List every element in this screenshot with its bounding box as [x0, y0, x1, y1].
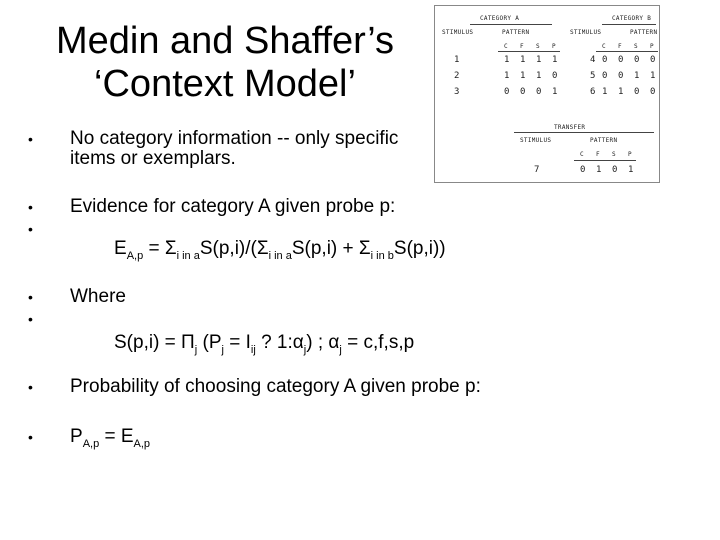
f2-tail: = c,f,s,p — [341, 332, 415, 353]
title-line-2: ‘Context Model’ — [94, 63, 356, 105]
bullet-1-line-2: items or exemplars. — [70, 148, 236, 169]
bullet-2-text: Evidence for category A given probe p: — [70, 196, 396, 217]
f1-sum1-sub: i in a — [176, 250, 200, 262]
f2-end: ) ; α — [306, 332, 340, 353]
b6-f: 1 — [618, 87, 624, 97]
transfer-header: TRANSFER — [554, 124, 586, 131]
evidence-formula — [114, 238, 446, 260]
b6-c: 1 — [602, 87, 608, 97]
bullet-dot: • — [28, 429, 33, 445]
bullet-dot: • — [28, 199, 33, 215]
a3-f: 0 — [520, 87, 526, 97]
b4-f: 0 — [618, 55, 624, 65]
features-b-rule — [596, 51, 658, 52]
f2-p-sub: j — [221, 344, 224, 356]
stimulus-a-header: STIMULUS — [442, 29, 474, 36]
bullet-4-text: Where — [70, 286, 126, 307]
t7-p: 1 — [628, 165, 634, 175]
feature-f-a: F — [520, 43, 524, 50]
a1-p: 1 — [552, 55, 558, 65]
f3-P-sub: A,p — [82, 438, 100, 450]
a1-s: 1 — [536, 55, 542, 65]
stimulus-t-header: STIMULUS — [520, 137, 552, 144]
bullet-dot: • — [28, 221, 33, 237]
b5-p: 1 — [650, 71, 656, 81]
pattern-t-header: PATTERN — [590, 137, 618, 144]
category-b-header: CATEGORY B — [612, 15, 652, 22]
f2-prod-sub: j — [194, 344, 198, 356]
stimulus-b-header: STIMULUS — [570, 29, 602, 36]
bullet-dot: • — [28, 311, 33, 327]
f2-a-sub: j — [303, 344, 307, 356]
feature-c-b: C — [602, 43, 606, 50]
b5-s: 1 — [634, 71, 640, 81]
bullet-7-formula — [70, 426, 150, 448]
pattern-b-header: PATTERN — [630, 29, 658, 36]
feature-c-a: C — [504, 43, 508, 50]
feature-f-b: F — [618, 43, 622, 50]
b6-p: 0 — [650, 87, 656, 97]
b6-s: 0 — [634, 87, 640, 97]
stim-a-2: 2 — [454, 71, 460, 81]
f2-a2-sub: j — [339, 344, 342, 356]
a3-c: 0 — [504, 87, 510, 97]
stim-b-4: 4 — [590, 55, 596, 65]
stim-a-3: 3 — [454, 87, 460, 97]
stim-t-7: 7 — [534, 165, 540, 175]
category-b-rule — [602, 24, 656, 25]
feature-p-b: P — [650, 43, 654, 50]
f3-E-sub: A,p — [133, 438, 151, 450]
f1-E-sub: A,p — [126, 250, 144, 262]
feature-s-b: S — [634, 43, 638, 50]
stim-a-1: 1 — [454, 55, 460, 65]
f2-eq2: = I — [223, 332, 251, 353]
b4-s: 0 — [634, 55, 640, 65]
slide-title — [40, 20, 410, 106]
f1-sum3-sub: i in b — [370, 250, 394, 262]
transfer-rule — [514, 132, 654, 133]
b5-f: 0 — [618, 71, 624, 81]
features-t-rule — [574, 160, 636, 161]
a2-s: 1 — [536, 71, 542, 81]
bullet-dot: • — [28, 289, 33, 305]
a1-c: 1 — [504, 55, 510, 65]
category-a-header: CATEGORY A — [480, 15, 520, 22]
f2-i-sub: ij — [250, 344, 256, 356]
f1-s2: S(p,i) + Σ — [291, 238, 371, 259]
a2-c: 1 — [504, 71, 510, 81]
f3-eq: = E — [99, 426, 134, 447]
f2-mid: (P — [197, 332, 222, 353]
feature-f-t: F — [596, 151, 600, 158]
f3-P: P — [70, 426, 83, 447]
t7-f: 1 — [596, 165, 602, 175]
stim-b-5: 5 — [590, 71, 596, 81]
f1-eq: = Σ — [143, 238, 177, 259]
feature-c-t: C — [580, 151, 584, 158]
f1-E: E — [114, 238, 127, 259]
a3-p: 1 — [552, 87, 558, 97]
b5-c: 0 — [602, 71, 608, 81]
bullet-dot: • — [28, 379, 33, 395]
stim-b-6: 6 — [590, 87, 596, 97]
f2-q: ? 1:α — [255, 332, 304, 353]
feature-p-a: P — [552, 43, 556, 50]
f1-sum2-sub: i in a — [268, 250, 292, 262]
f1-s3: S(p,i)) — [393, 238, 446, 259]
exemplar-table — [434, 5, 660, 183]
bullet-6-text: Probability of choosing category A given probe p: — [70, 376, 481, 397]
f1-s1: S(p,i)/(Σ — [199, 238, 269, 259]
title-line-1: Medin and Shaffer’s — [55, 20, 394, 62]
feature-s-t: S — [612, 151, 616, 158]
a1-f: 1 — [520, 55, 526, 65]
a2-f: 1 — [520, 71, 526, 81]
a3-s: 0 — [536, 87, 542, 97]
feature-p-t: P — [628, 151, 632, 158]
similarity-formula — [114, 332, 414, 354]
bullet-1-line-1: No category information -- only specific — [70, 128, 399, 149]
bullet-dot: • — [28, 131, 33, 147]
feature-s-a: S — [536, 43, 540, 50]
b4-c: 0 — [602, 55, 608, 65]
f2-lhs: S(p,i) = Π — [114, 332, 195, 353]
category-a-rule — [470, 24, 552, 25]
t7-c: 0 — [580, 165, 586, 175]
a2-p: 0 — [552, 71, 558, 81]
pattern-a-header: PATTERN — [502, 29, 530, 36]
b4-p: 0 — [650, 55, 656, 65]
t7-s: 0 — [612, 165, 618, 175]
features-a-rule — [498, 51, 560, 52]
